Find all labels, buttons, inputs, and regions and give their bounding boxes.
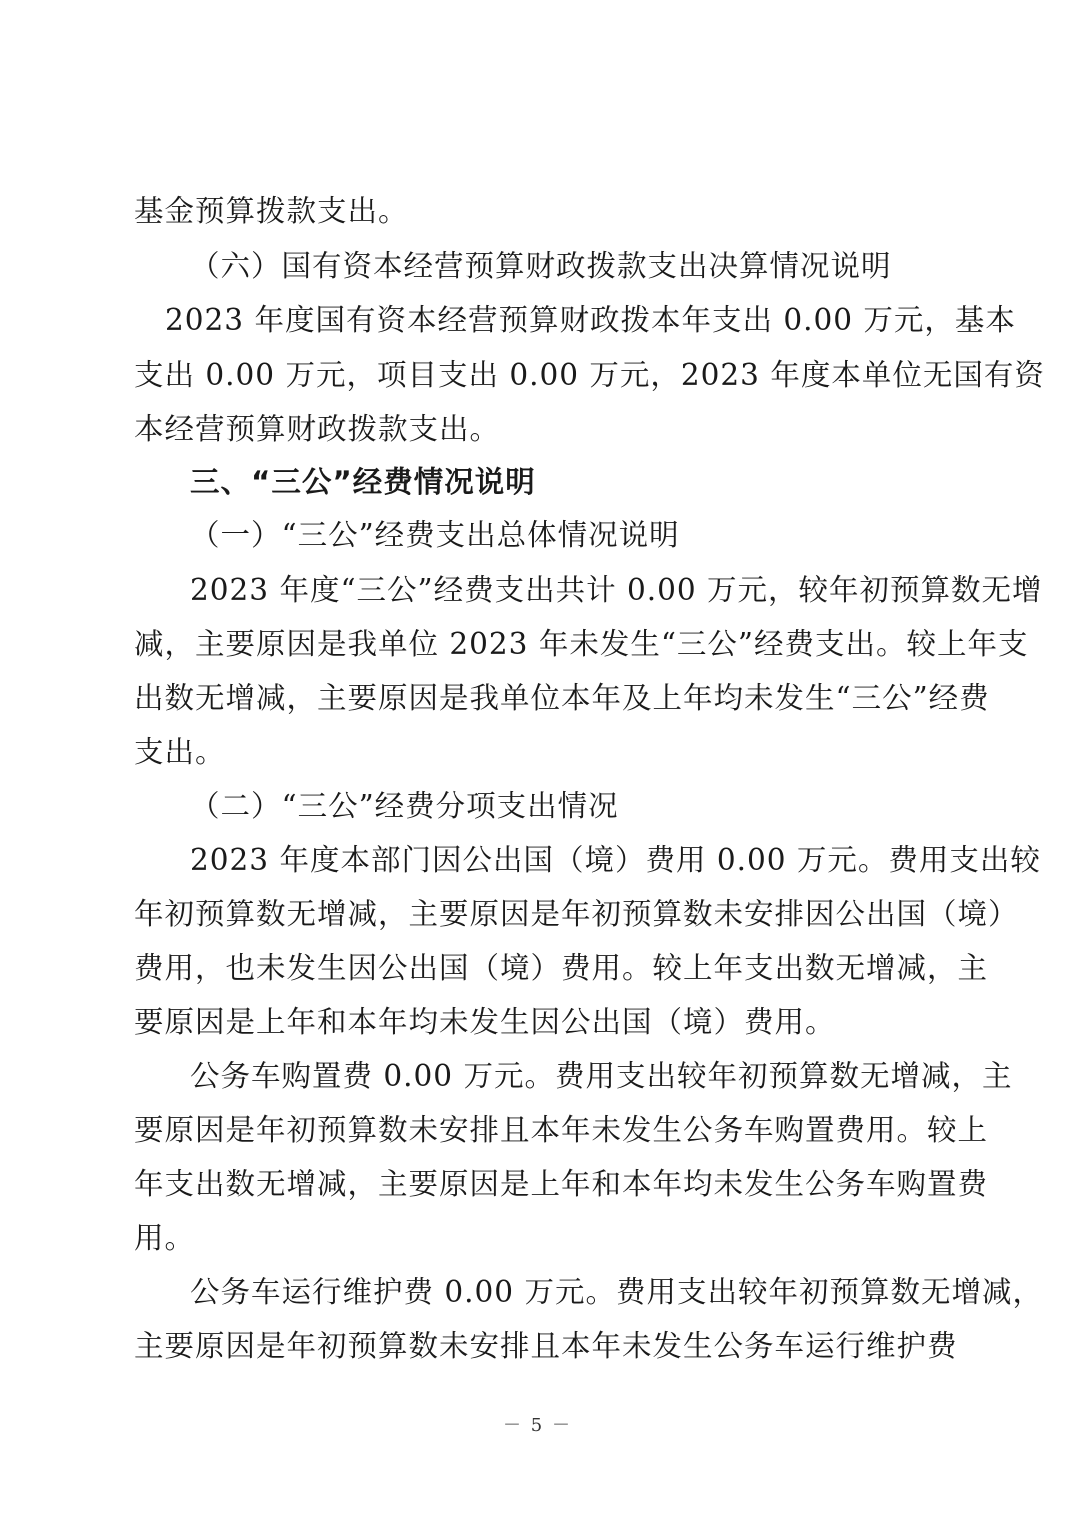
body-text-line: 2023 年度本部门因公出国（境）费用 0.00 万元。费用支出较	[190, 843, 1041, 877]
section-heading-6: （六）国有资本经营预算财政拨款支出决算情况说明	[190, 249, 892, 283]
body-text-line: 出数无增减，主要原因是我单位本年及上年均未发生“三公”经费	[134, 681, 990, 715]
body-text-line: 要原因是上年和本年均未发生因公出国（境）费用。	[134, 1005, 836, 1039]
body-text-line: 2023 年度“三公”经费支出共计 0.00 万元，较年初预算数无增	[190, 573, 1043, 607]
body-text-line: 减，主要原因是我单位 2023 年未发生“三公”经费支出。较上年支	[134, 627, 1029, 661]
body-text-line: 2023 年度国有资本经营预算财政拨本年支出 0.00 万元，基本	[165, 303, 1016, 337]
body-text-line: 年初预算数无增减，主要原因是年初预算数未安排因公出国（境）	[134, 897, 1019, 931]
body-text-line: 支出 0.00 万元，项目支出 0.00 万元，2023 年度本单位无国有资	[134, 358, 1045, 392]
body-text-line: 用。	[134, 1221, 196, 1255]
chapter-heading-3: 三、“三公”经费情况说明	[190, 465, 536, 499]
body-text-line: 本经营预算财政拨款支出。	[134, 412, 501, 446]
page-number: － 5 －	[503, 1415, 572, 1436]
body-text-line: 年支出数无增减，主要原因是上年和本年均未发生公务车购置费	[134, 1167, 989, 1201]
body-text-line: 费用，也未发生因公出国（境）费用。较上年支出数无增减，主	[134, 951, 989, 985]
body-text-line: 公务车运行维护费 0.00 万元。费用支出较年初预算数无增减，	[190, 1275, 1043, 1309]
body-text-line: 支出。	[134, 735, 226, 769]
body-text-line: 基金预算拨款支出。	[134, 194, 409, 228]
sub-heading-1: （一）“三公”经费支出总体情况说明	[190, 518, 680, 552]
body-text-line: 公务车购置费 0.00 万元。费用支出较年初预算数无增减，主	[190, 1059, 1013, 1093]
body-text-line: 要原因是年初预算数未安排且本年未发生公务车购置费用。较上	[134, 1113, 989, 1147]
body-text-line: 主要原因是年初预算数未安排且本年未发生公务车运行维护费	[134, 1329, 958, 1363]
sub-heading-2: （二）“三公”经费分项支出情况	[190, 789, 619, 823]
